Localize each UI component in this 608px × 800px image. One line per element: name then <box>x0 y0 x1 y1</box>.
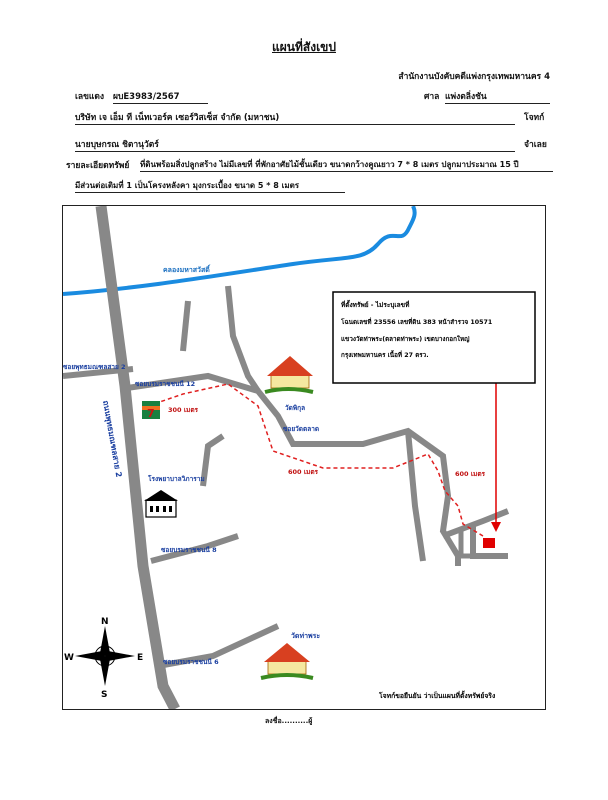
property-marker <box>483 538 495 548</box>
temple-icon <box>265 356 313 392</box>
soi8-label: ซอยบรมราชชนนี 8 <box>161 546 217 554</box>
distance-600-a: 600 เมตร <box>288 468 319 476</box>
temple1-label: วัดพิกุล <box>285 404 306 412</box>
certify-text: โจทก์ขอยืนยัน ว่าเป็นแผนที่ตั้งทรัพย์จริง <box>379 692 496 700</box>
court-name: แพ่งตลิ่งชัน <box>445 89 550 104</box>
property-line-2: มีส่วนต่อเติมที่ 1 เป็นโครงหลังคา มุงกระเบื้อง ขนาด 5 * 8 เมตร <box>75 179 345 193</box>
north-soi-road <box>228 286 258 391</box>
route-line <box>148 384 491 548</box>
school-label: โรงพยาบาลวิภาราม <box>148 475 205 483</box>
temple2-icon <box>261 643 313 678</box>
soi-watkhao-label: ซอยวัดตลาด <box>283 425 320 433</box>
svg-text:W: W <box>64 653 74 663</box>
seven-eleven-icon <box>142 401 160 420</box>
defendant-role: จำเลย <box>524 140 547 150</box>
compass-rose-icon <box>64 617 143 700</box>
plaintiff-role: โจทก์ <box>524 113 545 123</box>
info-line-1: ที่ตั้งทรัพย์ - ไม่ระบุเลขที่ <box>341 301 410 309</box>
plaintiff-name: บริษัท เจ เอ็ม ที เน็ทเวอร์ค เซอร์วิสเซ็ส จำกัด (มหาชน) <box>75 110 515 125</box>
info-line-3: แขวงวัดท่าพระ(ตลาดท่าพระ) เขตบางกอกใหญ่ <box>341 336 470 343</box>
distance-300: 300 เมตร <box>168 406 199 414</box>
distance-600-b: 600 เมตร <box>455 470 486 478</box>
pointer-arrow-icon <box>491 522 501 532</box>
svg-text:E: E <box>137 653 144 663</box>
map-canvas <box>63 206 545 709</box>
svg-text:N: N <box>101 617 109 627</box>
location-map <box>62 205 546 710</box>
defendant-name: นายบุษกรณ ชิตานุวัตร์ <box>75 137 515 152</box>
info-line-4: กรุงเทพมหานคร เนื้อที่ 27 ตรว. <box>341 352 429 359</box>
property-line-1: ที่ดินพร้อมสิ่งปลูกสร้าง ไม่มีเลขที่ ที่พักอาศัยไม้ชั้นเดียว ขนาดกว้างคูณยาว 7 * 8 เมตร ปลูกมาประมาณ 15 ปี <box>140 158 553 172</box>
soi12-label: ซอยบรมราชชนนี 12 <box>135 380 196 388</box>
svg-text:S: S <box>101 690 108 700</box>
main-road-label: ถนนพุทธมณฑลสาย 2 <box>101 399 124 479</box>
temple2-label: วัดท่าพระ <box>291 632 321 640</box>
case-number: ผบE3983/2567 <box>113 89 208 104</box>
info-line-2: โฉนดเลขที่ 23556 เลขที่ดิน 383 หน้าสำรวจ 10571 <box>341 319 493 326</box>
page-title: แผนที่สังเขป <box>272 40 336 54</box>
school-road <box>203 436 223 486</box>
canal-label: คลองมหาสวัสดิ์ <box>163 266 210 274</box>
court-label: ศาล <box>424 92 440 102</box>
office-name: สำนักงานบังคับคดีแพ่งกรุงเทพมหานคร 4 <box>398 72 550 82</box>
school-building-icon <box>144 490 178 517</box>
signature-line: ลงชื่อ..........ผู้ <box>265 717 313 725</box>
left-soi-label: ซอยพุทธมณฑลสาย 2 <box>63 363 126 371</box>
north-branch-road <box>183 301 188 351</box>
svg-text:7: 7 <box>147 407 155 420</box>
property-label: รายละเอียดทรัพย์ <box>66 161 130 171</box>
case-label: เลขแดง <box>75 92 105 102</box>
soi6-label: ซอยบรมราชชนนี 6 <box>163 658 219 666</box>
east-soi-road <box>408 431 423 561</box>
